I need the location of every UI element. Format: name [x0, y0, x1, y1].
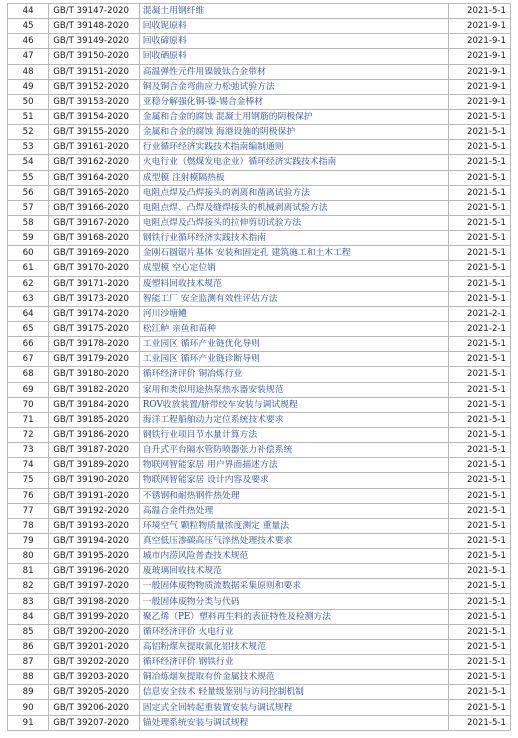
effective-date: 2021-5-1: [448, 473, 510, 488]
table-row: [8, 94, 511, 109]
effective-date: 2021-9-1: [448, 94, 510, 109]
standard-code: GB/T 39191-2020: [49, 488, 140, 503]
standard-title-cell: [139, 579, 448, 594]
table-row: [8, 337, 511, 352]
standard-title-cell: [139, 427, 448, 442]
row-number: 57: [8, 200, 49, 215]
standard-title-cell: [139, 352, 448, 367]
table-row: [8, 352, 511, 367]
effective-date: 2021-5-1: [448, 276, 510, 291]
standard-code: GB/T 39199-2020: [49, 609, 140, 624]
standard-code: GB/T 39186-2020: [49, 427, 140, 442]
standard-code: GB/T 39194-2020: [49, 533, 140, 548]
standard-title-link[interactable]: 回收碲原料: [142, 36, 187, 47]
table-row: [8, 19, 511, 34]
standard-title-cell: [139, 412, 448, 427]
effective-date: 2021-9-1: [448, 49, 510, 64]
standard-code: GB/T 39153-2020: [49, 94, 140, 109]
standard-code: GB/T 39151-2020: [49, 64, 140, 79]
standard-title-link[interactable]: 锚处理系统安装与调试规程: [142, 717, 249, 728]
standard-code: GB/T 39206-2020: [49, 700, 140, 715]
standard-title-link[interactable]: 金属和合金的腐蚀 混凝土用钢筋的阴极保护: [142, 112, 313, 123]
standard-title-cell: [139, 246, 448, 261]
standard-title-link[interactable]: 循环经济评价 铜冶炼行业: [142, 369, 243, 380]
standard-title-cell: [139, 473, 448, 488]
effective-date: 2021-5-1: [448, 594, 510, 609]
standard-code: GB/T 39174-2020: [49, 306, 140, 321]
standard-code: GB/T 39154-2020: [49, 109, 140, 124]
table-row: [8, 427, 511, 442]
standard-title-link[interactable]: 真空低压渗碳高压气淬热处理技术要求: [142, 535, 293, 546]
row-number: 83: [8, 594, 49, 609]
row-number: 81: [8, 564, 49, 579]
row-number: 44: [8, 4, 49, 19]
standard-code: GB/T 39182-2020: [49, 382, 140, 397]
standard-code: GB/T 39190-2020: [49, 473, 140, 488]
row-number: 53: [8, 140, 49, 155]
table-row: [8, 624, 511, 639]
table-row: [8, 291, 511, 306]
standard-title-link[interactable]: 废玻璃回收技术规范: [142, 566, 222, 577]
standard-title-link[interactable]: 工业园区 循环产业链优化导则: [142, 339, 260, 350]
row-number: 79: [8, 533, 49, 548]
effective-date: 2021-5-1: [448, 685, 510, 700]
table-row: [8, 246, 511, 261]
standard-code: GB/T 39168-2020: [49, 231, 140, 246]
row-number: 80: [8, 549, 49, 564]
standard-title-cell: [139, 382, 448, 397]
standard-code: GB/T 39187-2020: [49, 443, 140, 458]
standard-title-link[interactable]: 信息安全技术 轻量级鉴别与访问控制机制: [142, 687, 304, 698]
row-number: 90: [8, 700, 49, 715]
row-number: 68: [8, 367, 49, 382]
effective-date: 2021-5-1: [448, 458, 510, 473]
row-number: 61: [8, 261, 49, 276]
standard-code: GB/T 39170-2020: [49, 261, 140, 276]
standard-code: GB/T 39169-2020: [49, 246, 140, 261]
effective-date: 2021-5-1: [448, 533, 510, 548]
standard-title-cell: [139, 306, 448, 321]
effective-date: 2021-2-1: [448, 321, 510, 336]
standard-title-link[interactable]: 环境空气 颗粒物质量浓度测定 重量法: [142, 520, 290, 531]
row-number: 74: [8, 458, 49, 473]
standard-title-link[interactable]: 铜及铜合金弯曲应力松弛试验方法: [142, 81, 275, 92]
standard-title-link[interactable]: 循环经济评价 钢铁行业: [142, 657, 234, 668]
table-row: [8, 140, 511, 155]
row-number: 67: [8, 352, 49, 367]
standard-title-cell: [139, 276, 448, 291]
row-number: 76: [8, 488, 49, 503]
standard-code: GB/T 39166-2020: [49, 200, 140, 215]
effective-date: 2021-5-1: [448, 125, 510, 140]
standard-title-cell: [139, 185, 448, 200]
standard-title-link[interactable]: 金属和合金的腐蚀 海港设施的阴极保护: [142, 127, 296, 138]
standard-code: GB/T 39171-2020: [49, 276, 140, 291]
standard-title-link[interactable]: 电阻点焊、凸焊及缝焊接头的机械剥离试验方法: [142, 202, 328, 213]
table-row: [8, 170, 511, 185]
table-row: [8, 579, 511, 594]
table-row: [8, 443, 511, 458]
table-row: [8, 715, 511, 730]
standard-title-cell: [139, 715, 448, 730]
effective-date: 2021-5-1: [448, 670, 510, 685]
standard-code: GB/T 39192-2020: [49, 503, 140, 518]
standard-title-link[interactable]: 混凝土用钢纤维: [142, 6, 205, 17]
effective-date: 2021-5-1: [448, 246, 510, 261]
table-row: [8, 412, 511, 427]
standard-title-cell: [139, 367, 448, 382]
effective-date: 2021-5-1: [448, 503, 510, 518]
standard-title-link[interactable]: 回收铌原料: [142, 21, 187, 32]
table-row: [8, 549, 511, 564]
table-row: [8, 64, 511, 79]
effective-date: 2021-5-1: [448, 200, 510, 215]
table-row: [8, 261, 511, 276]
row-number: 59: [8, 231, 49, 246]
standard-title-link[interactable]: 智能工厂 安全监测有效性评估方法: [142, 293, 278, 304]
standard-code: GB/T 39164-2020: [49, 170, 140, 185]
standard-title-link[interactable]: 火电行业（燃煤发电企业）循环经济实践技术指南: [142, 157, 337, 168]
table-row: [8, 518, 511, 533]
table-row: [8, 155, 511, 170]
table-row: [8, 397, 511, 412]
standard-title-link[interactable]: 钢铁行业循环经济实践技术指南: [142, 233, 266, 244]
row-number: 71: [8, 412, 49, 427]
standard-title-link[interactable]: 松江鲈 亲鱼和苗种: [142, 324, 216, 335]
standard-code: GB/T 39207-2020: [49, 715, 140, 730]
row-number: 70: [8, 397, 49, 412]
row-number: 88: [8, 670, 49, 685]
standard-code: GB/T 39162-2020: [49, 155, 140, 170]
row-number: 82: [8, 579, 49, 594]
standard-code: GB/T 39185-2020: [49, 412, 140, 427]
standard-title-cell: [139, 155, 448, 170]
row-number: 63: [8, 291, 49, 306]
standard-title-cell: [139, 564, 448, 579]
standard-title-link[interactable]: 电阻点焊及凸焊接头的拉伸剪切试验方法: [142, 218, 302, 229]
row-number: 85: [8, 624, 49, 639]
standard-title-link[interactable]: 家用和类似用途热泵热水器安装规范: [142, 384, 284, 395]
effective-date: 2021-5-1: [448, 367, 510, 382]
row-number: 55: [8, 170, 49, 185]
standard-title-link[interactable]: ROV收放装置/脐带绞车安装与调试规程: [142, 399, 298, 410]
standard-title-cell: [139, 34, 448, 49]
table-row: [8, 231, 511, 246]
table-row: [8, 109, 511, 124]
effective-date: 2021-5-1: [448, 291, 510, 306]
table-row: [8, 4, 511, 19]
standard-title-cell: [139, 670, 448, 685]
effective-date: 2021-5-1: [448, 337, 510, 352]
standard-title-link[interactable]: 城市内涝风险普查技术规范: [142, 551, 249, 562]
row-number: 69: [8, 382, 49, 397]
row-number: 65: [8, 321, 49, 336]
effective-date: 2021-5-1: [448, 261, 510, 276]
standard-code: GB/T 39201-2020: [49, 639, 140, 654]
standard-code: GB/T 39193-2020: [49, 518, 140, 533]
standard-title-link[interactable]: 行业循环经济实践技术指南编制通则: [142, 142, 284, 153]
row-number: 54: [8, 155, 49, 170]
standard-title-cell: [139, 291, 448, 306]
table-row: [8, 639, 511, 654]
standard-title-cell: [139, 140, 448, 155]
table-row: [8, 655, 511, 670]
effective-date: 2021-5-1: [448, 715, 510, 730]
standard-title-cell: [139, 200, 448, 215]
table-row: [8, 382, 511, 397]
standard-title-cell: [139, 594, 448, 609]
row-number: 50: [8, 94, 49, 109]
table-row: [8, 367, 511, 382]
row-number: 45: [8, 19, 49, 34]
table-row: [8, 564, 511, 579]
standard-title-cell: [139, 609, 448, 624]
standard-code: GB/T 39149-2020: [49, 34, 140, 49]
effective-date: 2021-9-1: [448, 79, 510, 94]
standard-title-link[interactable]: 亚稳分解强化铜-镍-锡合金棒材: [142, 96, 264, 107]
effective-date: 2021-9-1: [448, 34, 510, 49]
table-row: [8, 34, 511, 49]
effective-date: 2021-5-1: [448, 609, 510, 624]
row-number: 77: [8, 503, 49, 518]
standard-title-cell: [139, 64, 448, 79]
standard-code: GB/T 39202-2020: [49, 655, 140, 670]
standard-title-cell: [139, 49, 448, 64]
effective-date: 2021-5-1: [448, 549, 510, 564]
row-number: 72: [8, 427, 49, 442]
standard-code: GB/T 39173-2020: [49, 291, 140, 306]
standard-title-cell: [139, 700, 448, 715]
table-row: [8, 609, 511, 624]
row-number: 58: [8, 215, 49, 230]
effective-date: 2021-5-1: [448, 700, 510, 715]
table-row: [8, 473, 511, 488]
standard-title-link[interactable]: 物联网智能家居 设计内容及要求: [142, 475, 269, 486]
standard-title-cell: [139, 4, 448, 19]
effective-date: 2021-5-1: [448, 352, 510, 367]
row-number: 73: [8, 443, 49, 458]
effective-date: 2021-5-1: [448, 579, 510, 594]
table-row: [8, 533, 511, 548]
table-row: [8, 685, 511, 700]
table-row: [8, 49, 511, 64]
standard-code: GB/T 39198-2020: [49, 594, 140, 609]
row-number: 56: [8, 185, 49, 200]
standard-title-link[interactable]: 成型模 注射模隔热板: [142, 172, 225, 183]
table-row: [8, 594, 511, 609]
effective-date: 2021-5-1: [448, 412, 510, 427]
standard-code: GB/T 39165-2020: [49, 185, 140, 200]
standard-title-cell: [139, 488, 448, 503]
standard-title-cell: [139, 261, 448, 276]
row-number: 46: [8, 34, 49, 49]
effective-date: 2021-5-1: [448, 488, 510, 503]
row-number: 91: [8, 715, 49, 730]
table-row: [8, 125, 511, 140]
effective-date: 2021-5-1: [448, 624, 510, 639]
standard-title-cell: [139, 125, 448, 140]
effective-date: 2021-5-1: [448, 427, 510, 442]
standard-code: GB/T 39200-2020: [49, 624, 140, 639]
effective-date: 2021-5-1: [448, 170, 510, 185]
standard-code: GB/T 39178-2020: [49, 337, 140, 352]
standard-title-link[interactable]: 不锈钢和耐热钢件热处理: [142, 490, 240, 501]
standard-title-link[interactable]: 循环经济评价 火电行业: [142, 626, 234, 637]
effective-date: 2021-5-1: [448, 639, 510, 654]
standard-title-link[interactable]: 废塑料回收技术规范: [142, 278, 222, 289]
standard-title-cell: [139, 639, 448, 654]
standard-title-cell: [139, 685, 448, 700]
row-number: 86: [8, 639, 49, 654]
row-number: 66: [8, 337, 49, 352]
table-row: [8, 276, 511, 291]
standard-code: GB/T 39147-2020: [49, 4, 140, 19]
effective-date: 2021-5-1: [448, 140, 510, 155]
effective-date: 2021-5-1: [448, 231, 510, 246]
row-number: 51: [8, 109, 49, 124]
standard-title-cell: [139, 397, 448, 412]
table-row: [8, 215, 511, 230]
standard-title-cell: [139, 655, 448, 670]
row-number: 60: [8, 246, 49, 261]
standards-table: [7, 3, 511, 731]
standard-title-link[interactable]: 河川沙塘鳢: [142, 308, 187, 319]
table-row: [8, 321, 511, 336]
row-number: 75: [8, 473, 49, 488]
standard-title-link[interactable]: 物联网智能家居 用户界面描述方法: [142, 460, 278, 471]
row-number: 52: [8, 125, 49, 140]
row-number: 78: [8, 518, 49, 533]
standard-title-cell: [139, 321, 448, 336]
standard-title-link[interactable]: 高温弹性元件用镍铍钛合金带材: [142, 66, 266, 77]
row-number: 47: [8, 49, 49, 64]
row-number: 89: [8, 685, 49, 700]
standard-title-cell: [139, 549, 448, 564]
standard-title-link[interactable]: 成型模 空心定位销: [142, 263, 216, 274]
standard-title-link[interactable]: 钢铁行业项目节水量计算方法: [142, 430, 258, 440]
standard-code: GB/T 39197-2020: [49, 579, 140, 594]
row-number: 84: [8, 609, 49, 624]
table-row: [8, 503, 511, 518]
effective-date: 2021-9-1: [448, 19, 510, 34]
table-row: [8, 700, 511, 715]
table-row: [8, 185, 511, 200]
standard-title-link[interactable]: 一般固体废物物质流数据采集原则和要求: [142, 581, 302, 592]
effective-date: 2021-5-1: [448, 382, 510, 397]
standard-title-link[interactable]: 高铝粉煤灰提取氧化铝技术规范: [142, 641, 266, 652]
standard-title-cell: [139, 94, 448, 109]
standard-code: GB/T 39167-2020: [49, 215, 140, 230]
effective-date: 2021-5-1: [448, 4, 510, 19]
standard-title-cell: [139, 443, 448, 458]
standard-title-cell: [139, 533, 448, 548]
standard-title-link[interactable]: 高温合金件热处理: [142, 505, 214, 516]
standard-title-cell: [139, 215, 448, 230]
effective-date: 2021-5-1: [448, 443, 510, 458]
standard-title-link[interactable]: 铜冶炼烟灰提取有价金属技术规范: [142, 672, 275, 683]
standards-table-body: [8, 4, 511, 731]
standard-code: GB/T 39205-2020: [49, 685, 140, 700]
row-number: 48: [8, 64, 49, 79]
standard-code: GB/T 39189-2020: [49, 458, 140, 473]
effective-date: 2021-5-1: [448, 655, 510, 670]
standard-code: GB/T 39179-2020: [49, 352, 140, 367]
standard-title-link[interactable]: 海洋工程船舶动力定位系统技术要求: [142, 414, 284, 425]
table-row: [8, 306, 511, 321]
row-number: 62: [8, 276, 49, 291]
standard-title-cell: [139, 231, 448, 246]
effective-date: 2021-2-1: [448, 306, 510, 321]
standard-code: GB/T 39195-2020: [49, 549, 140, 564]
standard-title-cell: [139, 109, 448, 124]
effective-date: 2021-5-1: [448, 215, 510, 230]
effective-date: 2021-5-1: [448, 564, 510, 579]
standard-code: GB/T 39161-2020: [49, 140, 140, 155]
standard-title-cell: [139, 624, 448, 639]
row-number: 64: [8, 306, 49, 321]
standard-code: GB/T 39175-2020: [49, 321, 140, 336]
standard-title-link[interactable]: 回收硒原料: [142, 51, 187, 62]
row-number: 87: [8, 655, 49, 670]
standard-code: GB/T 39148-2020: [49, 19, 140, 34]
standard-title-link[interactable]: 固定式全回转起重装置安装与调试规程: [142, 702, 293, 713]
standard-title-link[interactable]: 电阻点焊及凸焊接头的剥离和凿离试验方法: [142, 187, 310, 198]
standard-title-link[interactable]: 金刚石圆锯片基体 安装和固定孔 建筑施工和土木工程: [142, 248, 351, 259]
standard-code: GB/T 39180-2020: [49, 367, 140, 382]
table-row: [8, 458, 511, 473]
standard-title-cell: [139, 79, 448, 94]
effective-date: 2021-5-1: [448, 109, 510, 124]
table-row: [8, 200, 511, 215]
standard-title-link[interactable]: 自升式平台隔水管防喷器张力补偿系统: [142, 445, 293, 456]
effective-date: 2021-5-1: [448, 185, 510, 200]
effective-date: 2021-5-1: [448, 397, 510, 412]
standard-code: GB/T 39196-2020: [49, 564, 140, 579]
standard-code: GB/T 39155-2020: [49, 125, 140, 140]
effective-date: 2021-5-1: [448, 518, 510, 533]
row-number: 49: [8, 79, 49, 94]
standard-title-cell: [139, 503, 448, 518]
standard-title-link[interactable]: 工业园区 循环产业链诊断导则: [142, 354, 260, 365]
standard-title-cell: [139, 337, 448, 352]
standard-title-link[interactable]: 一般固体废物分类与代码: [142, 596, 240, 607]
table-row: [8, 79, 511, 94]
table-row: [8, 488, 511, 503]
table-row: [8, 670, 511, 685]
standard-title-link[interactable]: 聚乙烯（PE）塑料再生料的表征特性及检测方法: [142, 611, 332, 622]
effective-date: 2021-5-1: [448, 155, 510, 170]
effective-date: 2021-9-1: [448, 64, 510, 79]
standard-code: GB/T 39184-2020: [49, 397, 140, 412]
standard-title-cell: [139, 19, 448, 34]
standard-title-cell: [139, 518, 448, 533]
standard-title-cell: [139, 458, 448, 473]
standard-code: GB/T 39150-2020: [49, 49, 140, 64]
standard-code: GB/T 39152-2020: [49, 79, 140, 94]
standard-code: GB/T 39203-2020: [49, 670, 140, 685]
standard-title-cell: [139, 170, 448, 185]
